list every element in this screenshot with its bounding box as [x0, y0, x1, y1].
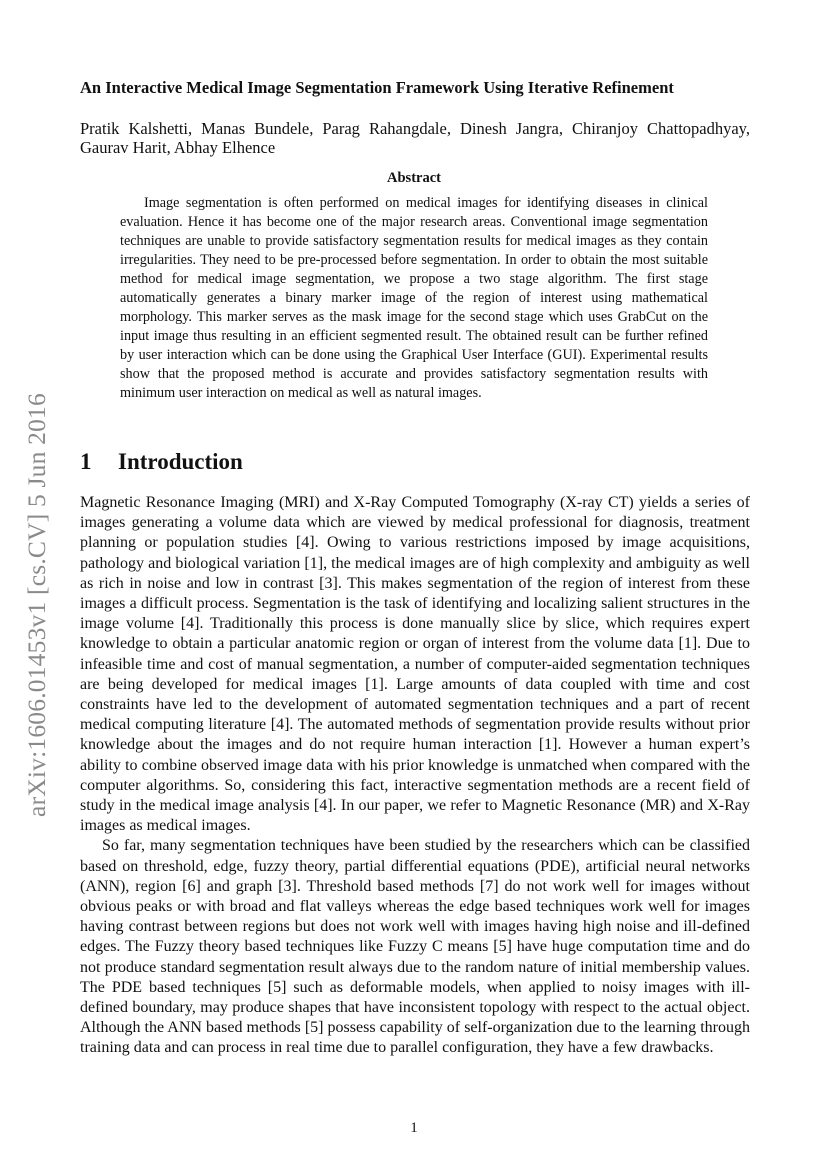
- abstract-text: Image segmentation is often performed on medical images for identifying diseases in clinical evaluation. Hence it has become one of the major research areas. Conventional image segmentation techniques are unable to provide satisfactory segmentation results for medical images as they contain irregularities. They need to be pre-processed before segmentation. In order to obtain the most suitable method for medical image segmentation, we propose a two stage algorithm. The first stage automatically generates a binary marker image of the region of interest using mathematical morphology. This marker serves as the mask image for the second stage which uses GrabCut on the input image thus resulting in an efficient segmented result. The obtained result can be further refined by user interaction which can be done using the Graphical User Interface (GUI). Experimental results show that the proposed method is accurate and provides satisfactory segmentation results with minimum user interaction on medical as well as natural images.: [120, 195, 708, 402]
- body-paragraph: Magnetic Resonance Imaging (MRI) and X-Ray Computed Tomography (X-ray CT) yields a series of images generating a volume data which are viewed by medical professional for diagnosis, treatment planning or population studies [4]. Owing to various restrictions imposed by image acquisitions, pathology and biological variation [1], the medical images are of high complexity and ambiguity as well as rich in noise and low in contrast [3]. This makes segmentation of the region of interest from these images a difficult process. Segmentation is the task of identifying and localizing salient structures in the image volume [4]. Traditionally this process is done manually slice by slice, which requires expert knowledge to obtain a particular anatomic region or organ of interest from the volume data [1]. Due to infeasible time and cost of manual segmentation, a number of computer-aided segmentation techniques are being developed for medical images [1]. Large amounts of data coupled with time and cost constraints have led to the development of automated segmentation techniques and a part of recent medical computing literature [4]. The automated methods of segmentation provide results without prior knowledge about the images and do not require human interaction [1]. However a human expert’s ability to combine observed image data with his prior knowledge is unmatched when compared with the computer algorithms. So, considering this fact, interactive segmentation methods are a recent field of study in the medical image analysis [4]. In our paper, we refer to Magnetic Resonance (MR) and X-Ray images as medical images.: [80, 494, 750, 835]
- section-heading: [80, 449, 243, 475]
- body-paragraph: So far, many segmentation techniques have been studied by the researchers which can be classified based on threshold, edge, fuzzy theory, partial differential equations (PDE), artificial neural networks (ANN), region [6] and graph [3]. Threshold based methods [7] do not work well for images without obvious peaks or with broad and flat valleys whereas the edge based techniques work well for images having contrast between regions but does not work well with images having high noise and ill-defined edges. The Fuzzy theory based techniques like Fuzzy C means [5] have huge computation time and do not produce standard segmentation result always due to the random nature of initial membership values. The PDE based techniques [5] such as deformable models, when applied to noisy images with ill-defined boundary, may produce shapes that have inconsistent topology with respect to the actual object. Although the ANN based methods [5] possess capability of self-organization due to the learning through training data and can process in real time due to parallel configuration, they have a few drawbacks.: [80, 837, 750, 1057]
- page-number: 1: [410, 1120, 418, 1136]
- arxiv-stamp: [22, 372, 52, 838]
- section-body: [80, 493, 750, 1059]
- section-number: 1: [80, 449, 92, 474]
- abstract-heading: Abstract: [387, 170, 441, 186]
- author-list: Pratik Kalshetti, Manas Bundele, Parag Rahangdale, Dinesh Jangra, Chiranjoy Chattopadhyay, Gaurav Harit, Abhay Elhence: [80, 119, 750, 157]
- paper-title: An Interactive Medical Image Segmentation Framework Using Iterative Refinement: [80, 78, 674, 97]
- section-title: Introduction: [118, 449, 243, 474]
- arxiv-stamp-text: arXiv:1606.01453v1 [cs.CV] 5 Jun 2016: [22, 393, 51, 817]
